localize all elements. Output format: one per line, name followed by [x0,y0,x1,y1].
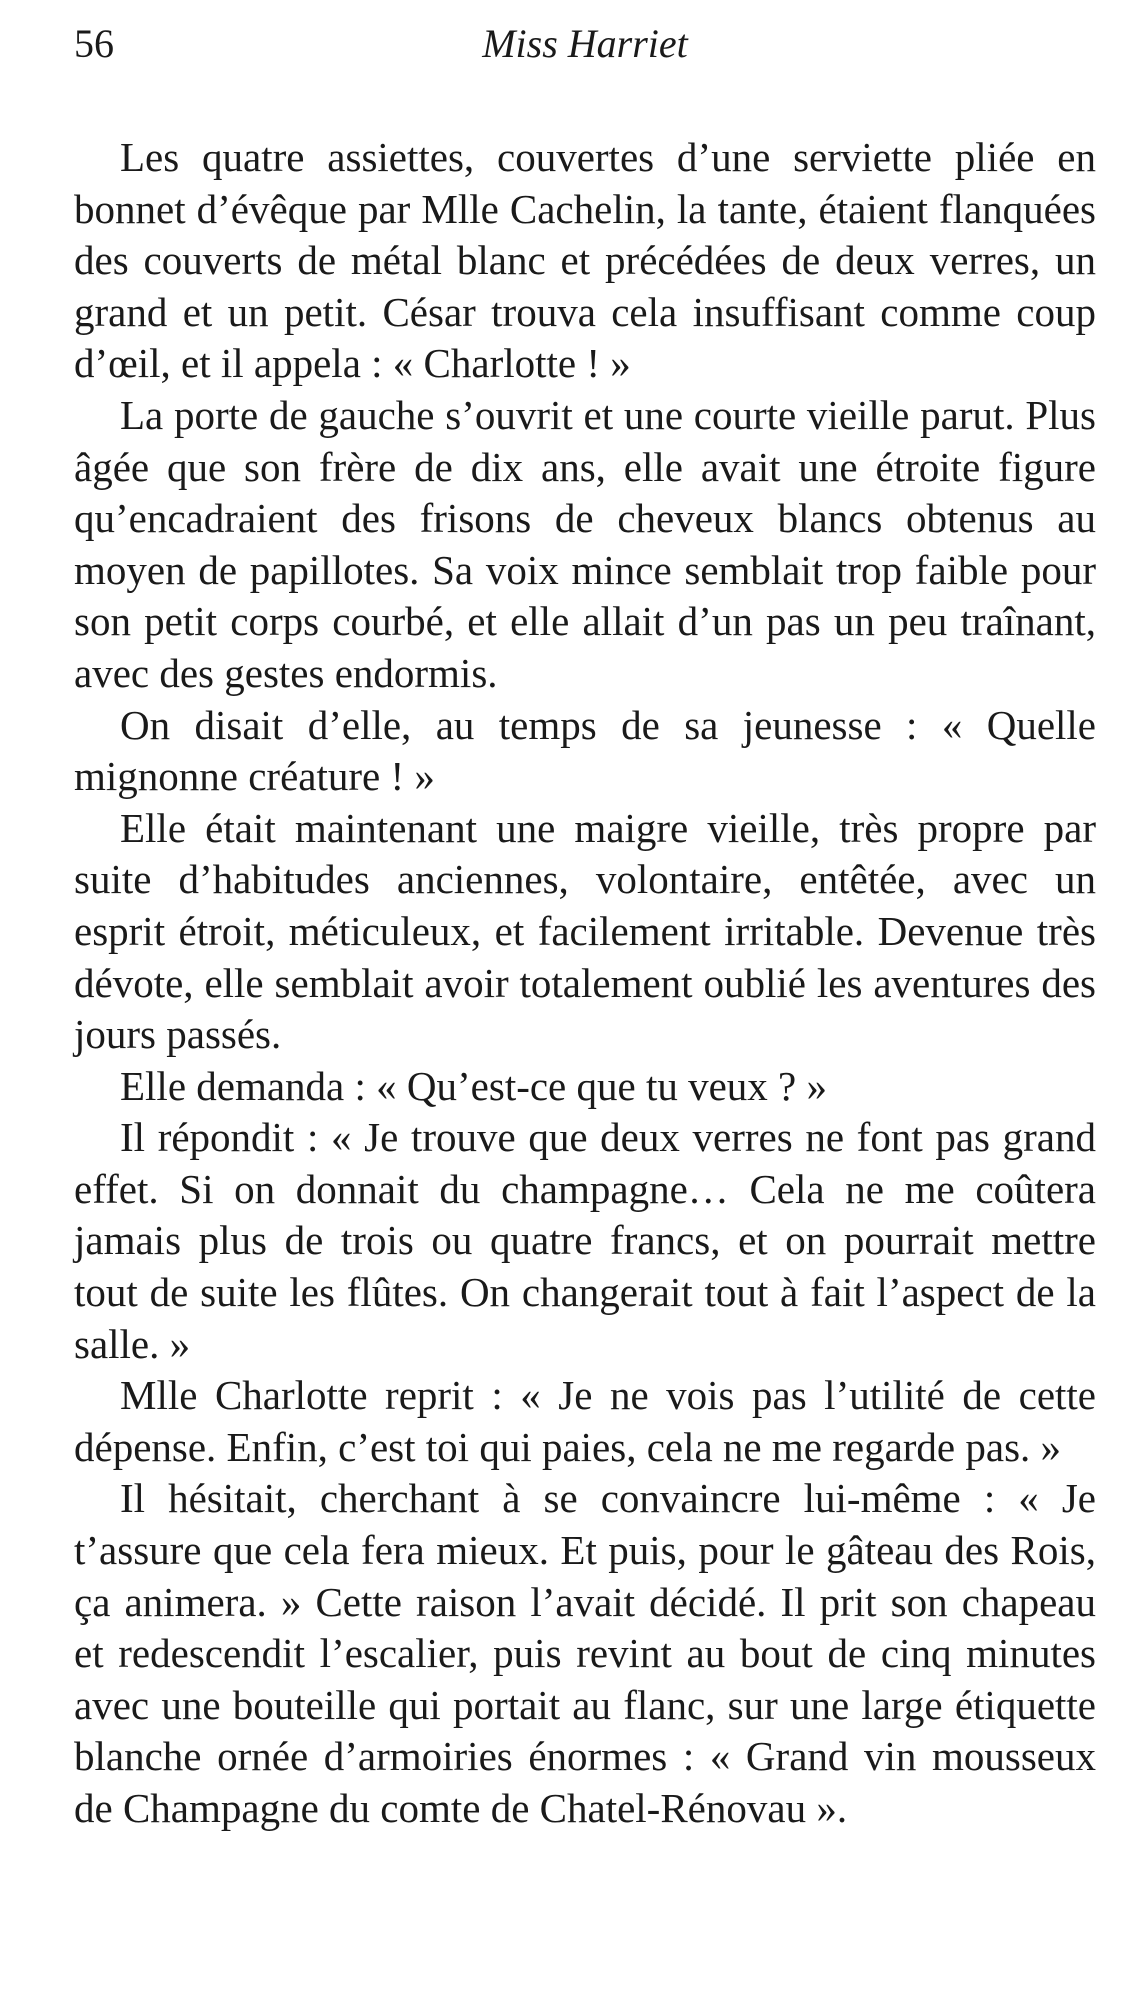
running-title: Miss Harriet [482,21,688,66]
body-text [74,132,1096,1835]
paragraph: La porte de gauche s’ouvrit et une courte vieille parut. Plus âgée que son frère de dix ans, elle avait une étroite figure qu’encadraient des frisons de cheveux blancs obtenus au moyen de papillotes. Sa voix mince semblait trop faible pour son petit corps courbé, et elle allait d’un pas un peu traînant, avec des gestes endormis. [74,391,1096,696]
paragraph: Il hésitait, cherchant à se convaincre lui-même : « Je t’assure que cela fera mieux. Et puis, pour le gâteau des Rois, ça animera. » Cette raison l’avait décidé. Il prit son chapeau et redescendit l’escalier, puis revint au bout de cinq minutes avec une bouteille qui portait au flanc, sur une large étiquette blanche ornée d’armoiries énormes : « Grand vin mousseux de Champagne du comte de Chatel-Rénovau ». [74,1475,1096,1831]
paragraph: Mlle Charlotte reprit : « Je ne vois pas l’utilité de cette dépense. Enfin, c’est toi qui paies, cela ne me regarde pas. » [74,1372,1096,1470]
page-number: 56 [74,21,114,66]
paragraph: Il répondit : « Je trouve que deux verres ne font pas grand effet. Si on donnait du champagne… Cela ne me coûtera jamais plus de trois ou quatre francs, et on pourrait mettre tout de suite les flûtes. On changerait tout à fait l’aspect de la salle. » [74,1114,1096,1367]
paragraph: Elle demanda : « Qu’est-ce que tu veux ? » [120,1062,827,1109]
paragraph: Les quatre assiettes, couvertes d’une serviette pliée en bonnet d’évêque par Mlle Cachelin, la tante, étaient flanquées des couverts de métal blanc et précédées de deux verres, un grand et un petit. César trouva cela insuffisant comme coup d’œil, et il appela : « Charlotte ! » [74,134,1096,387]
paragraph: On disait d’elle, au temps de sa jeunesse : « Quelle mignonne créature ! » [74,701,1096,800]
page-header [74,14,1096,74]
paragraph: Elle était maintenant une maigre vieille, très propre par suite d’habitudes anciennes, volontaire, entêtée, avec un esprit étroit, méticuleux, et facilement irritable. Devenue très dévote, elle semblait avoir totalement oublié les aventures des jours passés. [74,804,1096,1058]
